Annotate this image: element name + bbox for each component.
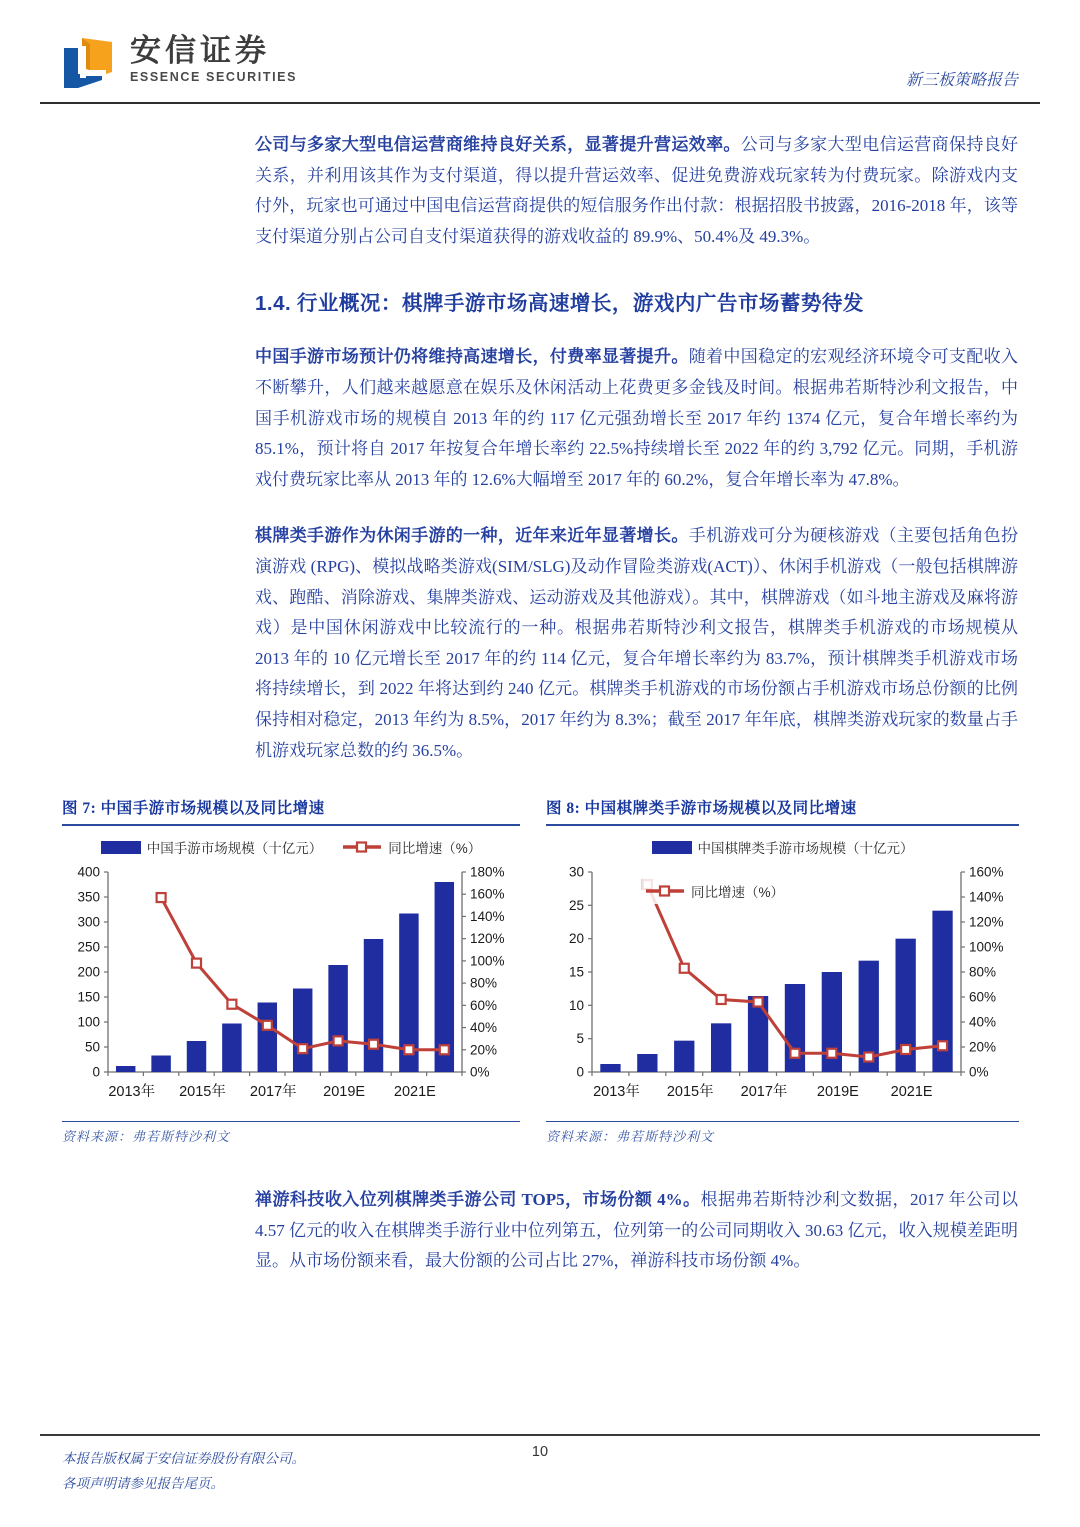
svg-text:100: 100 xyxy=(77,1014,100,1030)
paragraph-lead: 公司与多家大型电信运营商维持良好关系，显著提升营运效率。 xyxy=(255,135,741,154)
svg-text:30: 30 xyxy=(568,864,584,880)
svg-text:400: 400 xyxy=(77,864,100,880)
section-title: 行业概况：棋牌手游市场高速增长，游戏内广告市场蓄势待发 xyxy=(296,293,864,316)
figure-7-canvas xyxy=(62,834,520,1117)
growth-marker xyxy=(440,1045,449,1054)
svg-text:2019E: 2019E xyxy=(323,1084,366,1101)
svg-text:2013年: 2013年 xyxy=(593,1084,640,1101)
bar xyxy=(600,1064,620,1072)
paragraph-text: 随着中国稳定的宏观经济环境令可支配收入不断攀升，人们越来越愿意在娱乐及休闲活动上花费更多金钱及时间。根据弗若斯特沙利文报告，中国手机游戏市场的规模自 2013 年的约 117 亿元强劲增长至 2017 年约 1374 亿元，复合年增长率约为 85.1%，预计将自 2017 年按复合年增长率约 22.5%持续增长至 2022 年的约 3,792 亿元。同期，手机游戏付费玩家比率从 2013 年的 12.6%大幅增至 2017 年的 60.2%，复合年增长率为 47.8%。 xyxy=(255,347,1019,489)
svg-text:0: 0 xyxy=(576,1064,584,1080)
svg-text:180%: 180% xyxy=(470,864,505,880)
svg-text:2015年: 2015年 xyxy=(666,1084,714,1101)
report-body xyxy=(0,130,1080,1277)
figure-7-source: 资料来源：弗若斯特沙利文 xyxy=(62,1129,231,1145)
svg-text:50: 50 xyxy=(84,1039,100,1055)
svg-text:15: 15 xyxy=(568,964,584,980)
figure-7-title: 图 7: 中国手游市场规模以及同比增速 xyxy=(62,800,325,818)
svg-text:2015年: 2015年 xyxy=(179,1084,226,1101)
brand-name-en: ESSENCE SECURITIES xyxy=(130,70,298,85)
legend-entry-line xyxy=(342,837,481,857)
svg-text:60%: 60% xyxy=(969,989,997,1005)
svg-text:40%: 40% xyxy=(969,1014,997,1030)
svg-text:300: 300 xyxy=(77,914,100,930)
paragraph-text: 手机游戏可分为硬核游戏（主要包括角色扮演游戏 (RPG)、模拟战略类游戏(SIM/SLG)及动作冒险类游戏(ACT)）、休闲手机游戏（一般包括棋牌游戏、跑酷、消除游戏、集牌类游戏、运动游戏及其他游戏）。其中，棋牌游戏（如斗地主游戏及麻将游戏）是中国休闲游戏中比较流行的一种。根据弗若斯特沙利文报告，棋牌类手机游戏的市场规模从 2013 年的 10 亿元增长至 2017 年的约 114 亿元，复合年增长率约为 83.7%，预计棋牌类手机游戏市场将持续增长，到 2022 年将达到约 240 亿元。棋牌类手机游戏的市场份额占手机游戏市场总份额的比例保持相对稳定，2013 年约为 8.5%，2017 年约为 8.3%；截至 2017 年年底，棋牌类游戏玩家的数量占手机游戏玩家总数的约 36.5%。 xyxy=(255,526,1019,760)
growth-marker xyxy=(192,959,201,968)
brand xyxy=(62,34,297,92)
bar xyxy=(637,1054,657,1072)
essence-securities-logo xyxy=(62,34,118,92)
bar xyxy=(293,989,312,1073)
growth-marker xyxy=(680,964,689,973)
footer-row xyxy=(40,1436,1040,1497)
legend-entry-line xyxy=(645,881,784,901)
growth-marker xyxy=(938,1041,947,1050)
svg-text:250: 250 xyxy=(77,939,100,955)
bar xyxy=(258,1003,277,1073)
growth-marker xyxy=(404,1045,413,1054)
figure-7-chart xyxy=(62,860,520,1112)
svg-text:150: 150 xyxy=(77,989,100,1005)
paragraph-text: 根据弗若斯特沙利文数据，2017 年公司以 4.57 亿元的收入在棋牌类手游行业中位列第五，位列第一的公司同期收入 30.63 亿元，收入规模差距明显。从市场份额来看，最大份额的公司占比 27%，禅游科技市场份额 4%。 xyxy=(255,1190,1019,1271)
svg-text:100%: 100% xyxy=(470,953,505,969)
header-divider xyxy=(40,102,1040,104)
svg-text:2019E: 2019E xyxy=(816,1084,859,1101)
growth-marker xyxy=(754,998,763,1007)
section-heading-1-4 xyxy=(255,286,1018,316)
bar xyxy=(364,939,383,1072)
figure-8-title-rule xyxy=(546,824,1019,826)
copyright-line-2: 各项声明请参见报告尾页。 xyxy=(62,1476,224,1492)
legend-label: 中国手游市场规模（十亿元） xyxy=(146,841,323,857)
svg-text:2021E: 2021E xyxy=(890,1084,933,1101)
growth-marker xyxy=(157,893,166,902)
legend-label: 同比增速（%） xyxy=(691,885,785,901)
paragraph-telecom-channels xyxy=(255,130,1018,252)
svg-text:80%: 80% xyxy=(470,975,498,991)
growth-marker xyxy=(864,1053,873,1062)
bar xyxy=(674,1041,694,1072)
figure-8-canvas xyxy=(546,834,1019,1117)
bar xyxy=(187,1041,206,1072)
svg-text:10: 10 xyxy=(568,997,584,1013)
growth-marker xyxy=(790,1049,799,1058)
figure-8 xyxy=(546,796,1019,1145)
bar xyxy=(222,1024,241,1073)
svg-text:0%: 0% xyxy=(969,1064,989,1080)
svg-text:160%: 160% xyxy=(470,886,505,902)
charts-row xyxy=(62,796,1018,1145)
svg-text:350: 350 xyxy=(77,889,100,905)
brand-text xyxy=(130,34,297,84)
svg-text:0%: 0% xyxy=(470,1064,490,1080)
paragraph-text: 公司与多家大型电信运营商保持良好关系，并利用该其作为支付渠道，得以提升营运效率、促进免费游戏玩家转为付费玩家。除游戏内支付外，玩家也可通过中国电信运营商提供的短信服务作出付款：根据招股书披露，2016-2018 年，该等支付渠道分别占公司自支付渠道获得的游戏收益的 89.9%、50.4%及 49.3%。 xyxy=(255,135,1019,246)
line-marker-icon xyxy=(342,841,382,853)
report-type-label: 新三板策略报告 xyxy=(905,72,1018,89)
growth-marker xyxy=(717,995,726,1004)
bar xyxy=(151,1056,170,1073)
paragraph-lead: 棋牌类手游作为休闲手游的一种，近年来近年显著增长。 xyxy=(255,526,689,546)
paragraph-mobile-game-market xyxy=(255,342,1018,495)
chart-legend xyxy=(546,834,1019,860)
paragraph-top5-ranking xyxy=(255,1185,1018,1277)
paragraph-lead: 禅游科技收入位列棋牌类手游公司 TOP5，市场份额 4%。 xyxy=(255,1190,701,1210)
figure-8-title: 图 8: 中国棋牌类手游市场规模以及同比增速 xyxy=(546,800,857,818)
svg-text:2017年: 2017年 xyxy=(249,1084,297,1101)
bar-swatch-icon xyxy=(652,841,692,854)
bar xyxy=(711,1023,731,1072)
growth-marker xyxy=(334,1036,343,1045)
figure-8-source: 资料来源：弗若斯特沙利文 xyxy=(546,1129,715,1145)
svg-text:60%: 60% xyxy=(470,997,498,1013)
figure-7-title-rule xyxy=(62,824,520,826)
svg-text:2021E: 2021E xyxy=(393,1084,436,1101)
bar-swatch-icon xyxy=(101,841,141,854)
chart-legend-overlay xyxy=(642,878,787,904)
legend-entry-bar xyxy=(101,837,323,857)
bar xyxy=(435,882,454,1072)
growth-marker xyxy=(263,1021,272,1030)
svg-text:140%: 140% xyxy=(969,889,1004,905)
svg-text:120%: 120% xyxy=(470,931,505,947)
svg-text:100%: 100% xyxy=(969,939,1004,955)
figure-7 xyxy=(62,796,520,1145)
legend-entry-bar xyxy=(652,837,914,857)
svg-text:20%: 20% xyxy=(969,1039,997,1055)
section-number: 1.4. xyxy=(255,292,292,316)
legend-label: 同比增速（%） xyxy=(388,841,482,857)
svg-text:0: 0 xyxy=(92,1064,100,1080)
paragraph-lead: 中国手游市场预计仍将维持高速增长，付费率显著提升。 xyxy=(255,347,689,367)
svg-text:20: 20 xyxy=(568,931,584,947)
svg-text:20%: 20% xyxy=(470,1042,498,1058)
svg-text:5: 5 xyxy=(576,1031,584,1047)
chart-legend xyxy=(62,834,520,860)
growth-marker xyxy=(901,1045,910,1054)
bar xyxy=(116,1066,135,1072)
paragraph-card-games xyxy=(255,521,1018,766)
svg-text:140%: 140% xyxy=(470,909,505,925)
legend-label: 中国棋牌类手游市场规模（十亿元） xyxy=(697,841,914,857)
growth-marker xyxy=(227,1000,236,1009)
svg-text:80%: 80% xyxy=(969,964,997,980)
brand-name-cn: 安信证券 xyxy=(130,33,270,68)
growth-marker xyxy=(298,1044,307,1053)
page-footer xyxy=(40,1434,1040,1497)
line-marker-icon xyxy=(645,885,685,897)
bar xyxy=(328,965,347,1072)
svg-text:160%: 160% xyxy=(969,864,1004,880)
copyright-line-1: 本报告版权属于安信证券股份有限公司。 xyxy=(62,1450,305,1466)
svg-text:120%: 120% xyxy=(969,914,1004,930)
svg-text:2013年: 2013年 xyxy=(108,1084,156,1101)
svg-text:25: 25 xyxy=(568,897,584,913)
svg-text:2017年: 2017年 xyxy=(740,1084,788,1101)
page-header xyxy=(0,0,1080,92)
growth-marker xyxy=(369,1040,378,1049)
page-number: 10 xyxy=(531,1443,549,1460)
growth-marker xyxy=(827,1049,836,1058)
svg-text:200: 200 xyxy=(77,964,100,980)
svg-text:40%: 40% xyxy=(470,1020,498,1036)
